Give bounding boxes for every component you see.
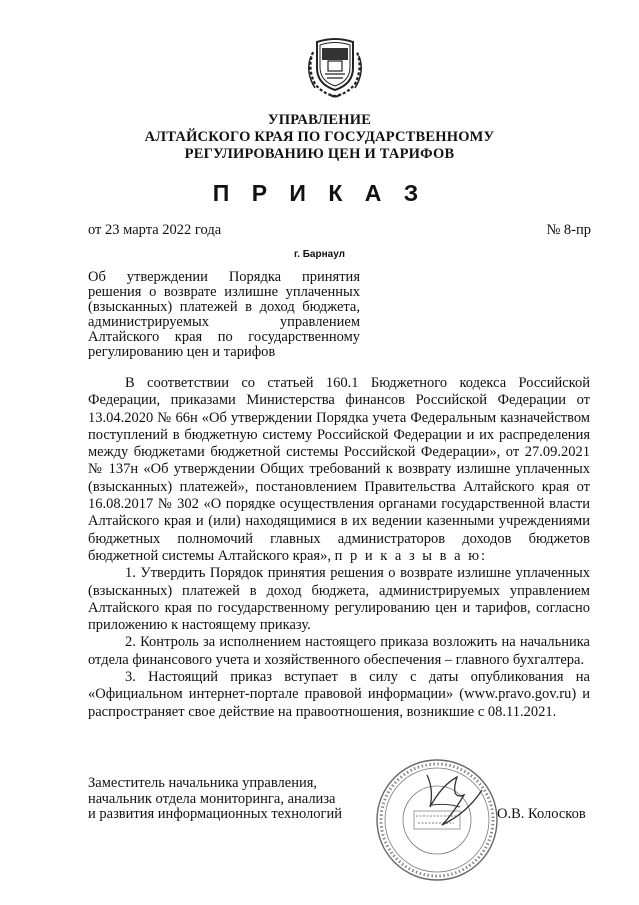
subject-line: решения о возврате излишне уплаченных bbox=[88, 284, 360, 300]
subject-line: администрируемых управлением bbox=[88, 314, 360, 330]
body-paragraph: 1. Утвердить Порядок принятия решения о возврате излишне уплаченных (взысканных) платежей в доход бюджета, администрируемых управлением Алтайского края по государственному регулированию цен и тарифов, согласно приложению к настоящему приказу. bbox=[88, 565, 590, 634]
body-paragraph: 3. Настоящий приказ вступает в силу с даты опубликования на «Официальном интернет-портале правовой информации» (www.pravo.gov.ru) и распространяет свое действие на правоотношения, возникшие с 08.11.2021. bbox=[88, 669, 590, 720]
subject-line: регулированию цен и тарифов bbox=[88, 344, 276, 360]
coat-of-arms-emblem bbox=[303, 34, 367, 100]
preamble-text: В соответствии со статьей 160.1 Бюджетного кодекса Российской Федерации, приказами Министерства финансов Российской Федерации от 13.04.2020 № 66н «Об утверждении Порядка учета Федеральным казначейством поступлений в бюджетную систему Российской Федерации и их распределения между бюджетами бюджетной системы Российской Федерации», от 27.09.2021 № 137н «Об утверждении Общих требований к возврату излишне уплаченных (взысканных) платежей», постановлением Правительства Алтайского края от 16.08.2017 № 302 «О порядке осуществления органами государственной власти Алтайского края и (или) находящимися в их ведении казенными учреждениями бюджетных полномочий главных администраторов доходов бюджетов бюджетной системы Алтайского края», bbox=[88, 375, 590, 564]
org-name-line-2: АЛТАЙСКОГО КРАЯ ПО ГОСУДАРСТВЕННОМУ bbox=[144, 129, 495, 145]
org-name-line-3: РЕГУЛИРОВАНИЮ ЦЕН И ТАРИФОВ bbox=[184, 146, 455, 162]
signatory-position-line: и развития информационных технологий bbox=[88, 806, 343, 822]
official-stamp-seal bbox=[372, 755, 502, 885]
document-subject bbox=[88, 270, 360, 360]
document-date: от 23 марта 2022 года bbox=[88, 222, 222, 238]
signatory-position bbox=[88, 776, 342, 823]
signatory-position-line: Заместитель начальника управления, bbox=[88, 775, 318, 791]
signatory-name: О.В. Колосков bbox=[497, 806, 586, 822]
subject-line: (взысканных) платежей в доход бюджета, bbox=[88, 299, 360, 315]
subject-line: Алтайского края по государственному bbox=[88, 329, 360, 345]
body-paragraph bbox=[88, 375, 590, 565]
body-paragraph: 2. Контроль за исполнением настоящего приказа возложить на начальника отдела финансового учета и хозяйственного обеспечения – главного бухгалтера. bbox=[88, 634, 590, 668]
order-word: п р и к а з ы в а ю: bbox=[334, 547, 488, 564]
document-city: г. Барнаул bbox=[294, 249, 345, 260]
document-type-title: П Р И К А З bbox=[212, 180, 427, 206]
org-name-line-1: УПРАВЛЕНИЕ bbox=[267, 112, 372, 128]
subject-line: Об утверждении Порядка принятия bbox=[88, 269, 360, 285]
signatory-position-line: начальник отдела мониторинга, анализа bbox=[88, 790, 336, 807]
document-number: № 8-пр bbox=[546, 222, 591, 238]
document-body bbox=[88, 375, 590, 721]
